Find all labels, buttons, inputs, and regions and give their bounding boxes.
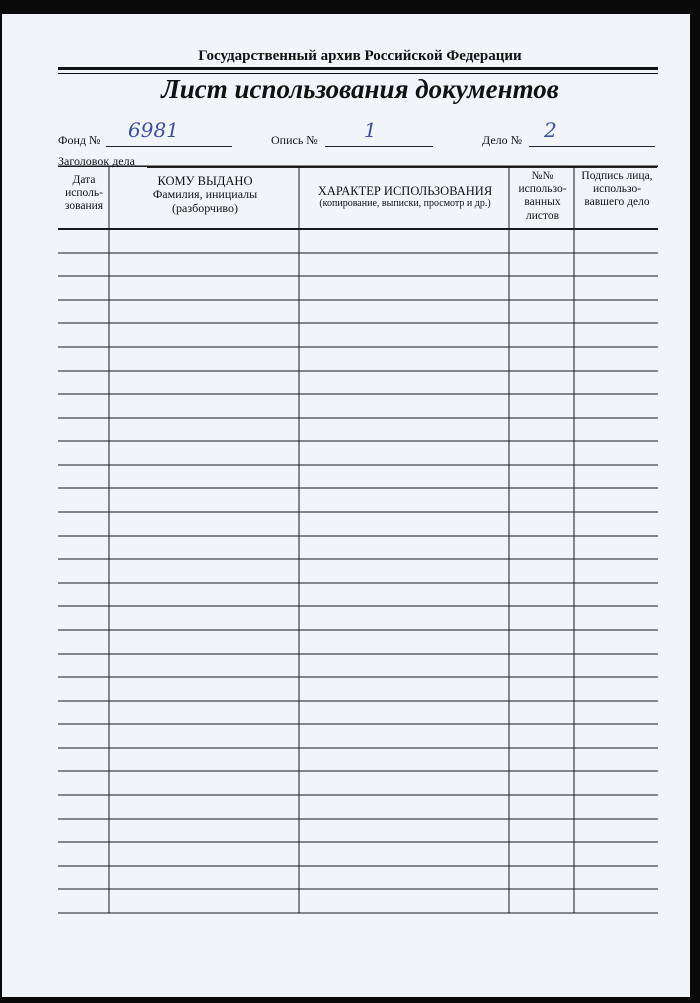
col-header-sheet-numbers: №№ использо- ванных листов	[518, 170, 567, 222]
fond-value[interactable]: 6981	[128, 118, 179, 142]
document-sheet	[2, 14, 690, 997]
opis-value[interactable]: 1	[364, 118, 377, 142]
header-rule-thick	[58, 67, 658, 70]
delo-line	[529, 146, 655, 147]
delo-value[interactable]: 2	[544, 118, 557, 142]
opis-line	[325, 146, 433, 147]
col-header-signature: Подпись лица, использо- вавшего дело	[581, 170, 653, 209]
zagolovok-line	[147, 167, 657, 168]
opis-label: Опись №	[271, 133, 318, 147]
page-title: Лист использования документов	[161, 74, 559, 104]
fond-label: Фонд №	[58, 133, 101, 147]
delo-label: Дело №	[482, 133, 523, 147]
archive-name: Государственный архив Российской Федерации	[198, 48, 522, 64]
col-header-issued-to: КОМУ ВЫДАНО Фамилия, инициалы (разборчиво)	[152, 174, 258, 216]
zagolovok-label: Заголовок дела	[58, 154, 135, 168]
col-header-usage-type: ХАРАКТЕР ИСПОЛЬЗОВАНИЯ (копирование, выписки, просмотр и др.)	[317, 184, 493, 210]
col-header-date: Дата исполь- зования	[64, 174, 104, 213]
fond-line	[106, 146, 232, 147]
